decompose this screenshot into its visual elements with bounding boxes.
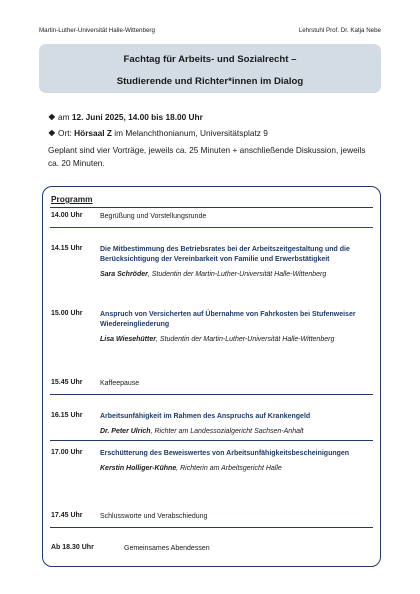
item-time: 14.00 Uhr <box>51 212 83 219</box>
speaker-name: Sara Schröder <box>100 270 148 278</box>
speaker-affiliation: , Richter am Landessozialgericht Sachsen-Anhalt <box>150 427 304 435</box>
talk-title: Anspruch von Versicherten auf Übernahme von Fahrkosten bei Stufenweiser Wiedereingliederung <box>100 311 356 328</box>
item-text: Gemeinsames Abendessen <box>124 545 210 552</box>
place-room: Hörsaal Z <box>74 128 112 138</box>
date-prefix: am <box>58 112 72 122</box>
speaker-line <box>100 427 372 437</box>
talk-title: Erschütterung des Beweiswertes von Arbeitsunfähigkeitsbescheinigungen <box>100 450 350 457</box>
talk-title: Arbeitsunfähigkeit im Rahmen des Anspruchs auf Krankengeld <box>100 413 311 420</box>
format-note: Geplant sind vier Vorträge, jeweils ca. 25 Minuten + anschließende Diskussion, jeweils ca. 20 Minuten. <box>48 145 366 168</box>
speaker-name: Dr. Peter Ulrich <box>100 427 151 435</box>
diamond-bullet-icon: ❖ <box>48 128 56 138</box>
item-text: Kaffeepause <box>100 380 140 387</box>
title-line-2: Studierende und Richter*innen im Dialog <box>116 76 304 87</box>
item-time: 15.45 Uhr <box>51 379 83 386</box>
speaker-name: Lisa Wiesehütter <box>100 335 156 343</box>
program-title: Programm <box>51 194 93 204</box>
talk-title: Die Mitbestimmung des Betriebsrates bei der Arbeitszeitgestaltung und die Berücksichtigung der Vereinbarkeit von Familie und Erwerbstätigkeit <box>100 246 350 263</box>
item-time: 17.45 Uhr <box>51 512 83 519</box>
separator <box>50 440 373 441</box>
title-line-1: Fachtag für Arbeits- und Sozialrecht – <box>123 54 297 65</box>
place-line <box>48 128 268 139</box>
speaker-line <box>100 464 372 474</box>
speaker-name: Kerstin Holliger-Kühne <box>100 464 177 472</box>
speaker-affiliation: , Richterin am Arbeitsgericht Halle <box>176 464 282 472</box>
program-box <box>42 186 381 567</box>
item-time: 15.00 Uhr <box>51 310 83 317</box>
speaker-affiliation: , Studentin der Martin-Luther-Universität Halle-Wittenberg <box>155 335 335 343</box>
page-header <box>39 27 381 37</box>
university-name: Martin-Luther-Universität Halle-Wittenberg <box>39 27 155 34</box>
item-text: Begrüßung und Vorstellungsrunde <box>100 213 207 220</box>
speaker-line <box>100 335 372 345</box>
place-prefix: Ort: <box>58 128 75 138</box>
item-text: Schlussworte und Verabschiedung <box>100 513 208 520</box>
item-time: 16.15 Uhr <box>51 412 83 419</box>
title-box <box>39 44 381 93</box>
separator <box>50 394 373 395</box>
item-time: Ab 18.30 Uhr <box>51 544 94 551</box>
separator <box>50 227 373 228</box>
diamond-bullet-icon: ❖ <box>48 112 56 122</box>
speaker-line <box>100 270 372 280</box>
item-time: 14.15 Uhr <box>51 245 83 252</box>
item-time: 17.00 Uhr <box>51 449 83 456</box>
date-line <box>48 112 203 123</box>
separator <box>50 527 373 528</box>
chair-name: Lehrstuhl Prof. Dr. Katja Nebe <box>298 27 381 34</box>
separator <box>50 207 373 208</box>
place-address: im Melanchthonianum, Universitätsplatz 9 <box>111 128 268 138</box>
event-date: 12. Juni 2025, 14.00 bis 18.00 Uhr <box>71 112 203 122</box>
speaker-affiliation: , Studentin der Martin-Luther-Universität Halle-Wittenberg <box>147 270 327 278</box>
